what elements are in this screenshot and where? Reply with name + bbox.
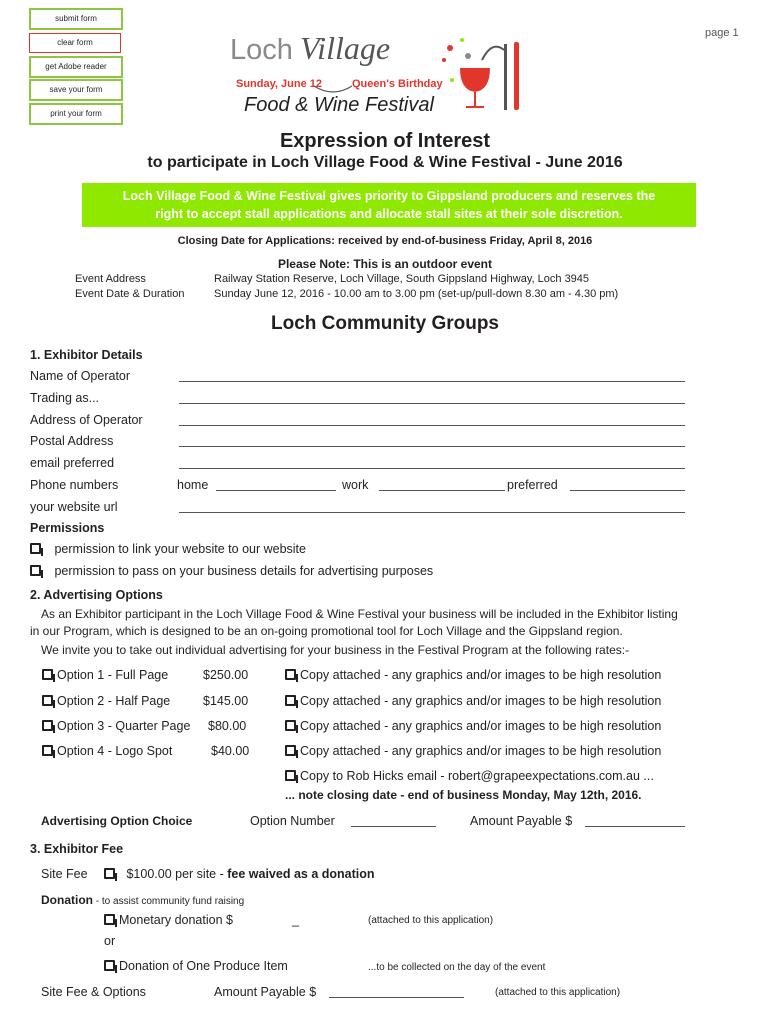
website-field[interactable] [179,512,685,513]
option-4-checkbox[interactable] [42,745,53,756]
permission-pass-row[interactable] [30,564,433,578]
option-4-label: Option 4 - Logo Spot [57,744,173,758]
phone-home-label: home [177,478,209,492]
logo-village: Village [300,30,391,66]
clear-form-button[interactable]: clear form [29,33,121,53]
exhibitor-fee-heading: 3. Exhibitor Fee [30,842,124,856]
copy-email-checkbox[interactable] [285,770,296,781]
or-label: or [104,934,116,948]
site-fee-checkbox[interactable] [104,868,115,879]
submit-form-button[interactable]: submit form [29,8,123,30]
option-1-price: $250.00 [203,668,249,682]
donation-note: - to assist community fund raising [93,896,245,907]
option-3-copy-row[interactable] [285,719,661,733]
phone-work-field[interactable] [379,490,505,491]
operator-label: Name of Operator [30,369,131,383]
amount-payable-field[interactable] [585,826,685,827]
phone-preferred-field[interactable] [570,490,685,491]
email-field[interactable] [179,468,685,469]
permission-link-checkbox[interactable] [30,543,41,554]
option-2-checkbox[interactable] [42,695,53,706]
exhibitor-details-heading: 1. Exhibitor Details [30,348,143,362]
advertising-heading: 2. Advertising Options [30,588,163,602]
option-1-copy-row[interactable] [285,668,661,682]
total-attached-note: (attached to this application) [495,987,621,998]
advertising-para-2: in our Program, which is designed to be an on-going promotional tool for Loch Village and the Gippsland region. [30,624,623,638]
option-3-price: $80.00 [208,719,247,733]
phone-preferred-label: preferred [507,478,558,492]
save-form-button[interactable]: save your form [29,79,123,101]
option-4-copy-checkbox[interactable] [285,745,296,756]
postal-field[interactable] [179,446,685,447]
event-date-label: Event Date & Duration [75,288,185,300]
produce-donation-checkbox[interactable] [104,960,115,971]
print-form-button[interactable]: print your form [29,103,123,125]
banner-line-1: Loch Village Food & Wine Festival gives priority to Gippsland producers and reserves the [122,189,656,203]
monetary-donation-label: Monetary donation $ [119,913,233,927]
phone-label: Phone numbers [30,478,119,492]
page-subtitle: to participate in Loch Village Food & Wine Festival - June 2016 [147,154,623,171]
option-number-field[interactable] [351,826,436,827]
option-2-row[interactable] [42,694,170,708]
closing-date: Closing Date for Applications: received by end-of-business Friday, April 8, 2016 [177,235,593,247]
produce-donation-label: Donation of One Produce Item [119,959,288,973]
permissions-heading: Permissions [30,521,105,535]
phone-work-label: work [342,478,369,492]
option-3-label: Option 3 - Quarter Page [57,719,191,733]
email-label: email preferred [30,456,115,470]
advertising-para-1: As an Exhibitor participant in the Loch Village Food & Wine Festival your business will be included in the Exhibitor listing [41,607,678,621]
priority-banner [82,183,696,227]
website-label: your website url [30,500,118,514]
logo-loch: Loch [230,34,293,66]
banner-line-2: right to accept stall applications and allocate stall sites at their sole discretion. [155,207,623,221]
address-field[interactable] [179,425,685,426]
logo-date: Sunday, June 12 [236,78,322,90]
option-2-price: $145.00 [203,694,249,708]
copy-email-row[interactable] [285,769,654,783]
permission-link-row[interactable] [30,542,306,556]
option-3-copy-checkbox[interactable] [285,720,296,731]
closing-date-note: ... note closing date - end of business Monday, May 12th, 2016. [285,788,642,802]
event-address-label: Event Address [75,273,146,285]
postal-label: Postal Address [30,434,114,448]
monetary-donation-field[interactable]: _ [292,913,299,927]
outdoor-note: Please Note: This is an outdoor event [277,257,493,271]
logo-wine-cutlery-icon [438,30,530,116]
site-fee-row[interactable] [104,867,375,881]
option-3-checkbox[interactable] [42,720,53,731]
option-1-copy-label: Copy attached - any graphics and/or images to be high resolution [300,668,662,682]
option-2-copy-label: Copy attached - any graphics and/or images to be high resolution [300,694,662,708]
option-number-label: Option Number [250,814,335,828]
get-adobe-reader-button[interactable]: get Adobe reader [29,56,123,78]
permission-link-label: permission to link your website to our website [54,542,306,556]
option-3-copy-label: Copy attached - any graphics and/or images to be high resolution [300,719,662,733]
produce-donation-note: ...to be collected on the day of the event [368,962,546,973]
option-2-label: Option 2 - Half Page [57,694,171,708]
logo-holiday: Queen's Birthday [352,78,443,90]
advertising-para-3: We invite you to take out individual advertising for your business in the Festival Program at the following rates:- [41,643,630,657]
option-4-copy-label: Copy attached - any graphics and/or images to be high resolution [300,744,662,758]
trading-field[interactable] [179,403,685,404]
community-groups-heading: Loch Community Groups [271,313,499,334]
event-address-value: Railway Station Reserve, Loch Village, South Gippsland Highway, Loch 3945 [214,273,590,285]
festival-logo [230,30,530,125]
option-4-price: $40.00 [211,744,250,758]
site-fee-price: $100.00 per site - [126,867,228,881]
event-date-value: Sunday June 12, 2016 - 10.00 am to 3.00 pm (set-up/pull-down 8.30 am - 4.30 pm) [214,288,619,300]
copy-email-label: Copy to Rob Hicks email - robert@grapeexpectations.com.au ... [300,769,654,783]
produce-donation-row[interactable] [104,959,288,973]
phone-home-field[interactable] [216,490,336,491]
option-2-copy-row[interactable] [285,694,661,708]
total-amount-field[interactable] [329,997,464,998]
amount-payable-label: Amount Payable $ [470,814,573,828]
monetary-attached-note: (attached to this application) [368,915,494,926]
site-fee-label: Site Fee [41,867,88,881]
option-4-copy-row[interactable] [285,744,661,758]
site-fee-waived: fee waived as a donation [227,867,375,881]
page-title: Expression of Interest [279,130,491,152]
permission-pass-checkbox[interactable] [30,565,41,576]
trading-label: Trading as... [30,391,100,405]
option-4-row[interactable] [42,744,172,758]
option-1-label: Option 1 - Full Page [57,668,169,682]
total-label: Site Fee & Options [41,985,146,999]
option-1-copy-checkbox[interactable] [285,669,296,680]
operator-field[interactable] [179,381,685,382]
advertising-choice-label: Advertising Option Choice [41,814,193,828]
monetary-donation-row[interactable] [104,913,233,927]
option-3-row[interactable] [42,719,190,733]
permission-pass-label: permission to pass on your business details for advertising purposes [54,564,434,578]
option-1-checkbox[interactable] [42,669,53,680]
option-1-row[interactable] [42,668,168,682]
donation-heading [41,893,244,907]
monetary-donation-checkbox[interactable] [104,914,115,925]
donation-label: Donation [41,893,93,907]
page-number: page 1 [705,27,739,39]
logo-festival: Food & Wine Festival [244,94,434,116]
option-2-copy-checkbox[interactable] [285,695,296,706]
total-amount-label: Amount Payable $ [214,985,317,999]
address-label: Address of Operator [30,413,143,427]
